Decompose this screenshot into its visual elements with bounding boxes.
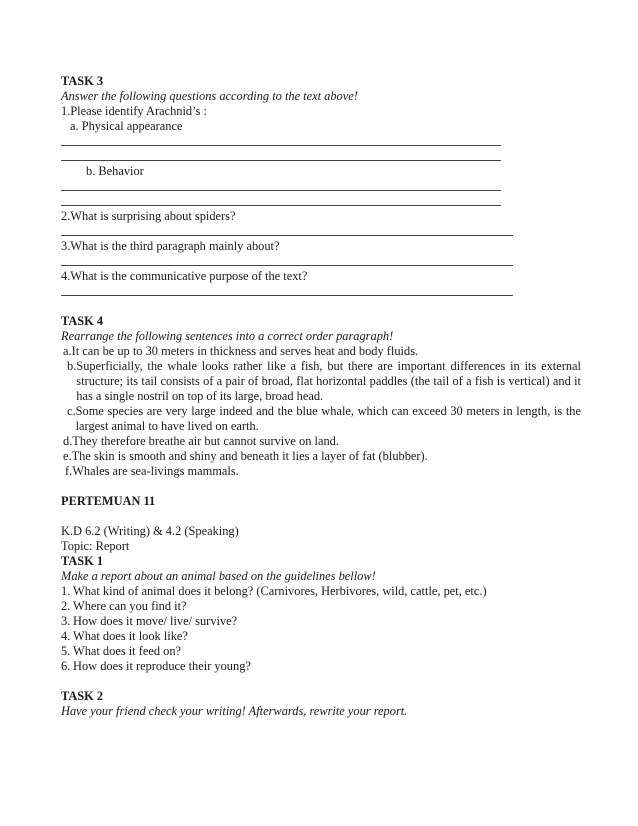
item-label: d. — [63, 434, 73, 448]
list-item — [61, 659, 581, 674]
item-text: What does it look like? — [73, 629, 188, 643]
question-1: 1.Please identify Arachnid’s : — [61, 104, 207, 118]
task4-section — [61, 314, 581, 479]
answer-line — [61, 254, 513, 269]
task2-title: TASK 2 — [61, 689, 104, 703]
question-1b: b. Behavior — [86, 164, 144, 178]
item-label: f. — [65, 464, 73, 478]
item-label: b. — [67, 359, 77, 373]
document-page — [61, 74, 581, 719]
question-3: 3.What is the third paragraph mainly about? — [61, 239, 280, 253]
item-text: The skin is smooth and shiny and beneath it lies a layer of fat (blubber). — [71, 449, 428, 463]
item-label: a. — [63, 344, 72, 358]
list-item — [61, 599, 581, 614]
list-item — [61, 584, 581, 599]
item-text: They therefore breathe air but cannot survive on land. — [72, 434, 339, 448]
list-item — [61, 629, 581, 644]
task1-instruction: Make a report about an animal based on the guidelines bellow! — [61, 569, 376, 583]
item-text: Where can you find it? — [73, 599, 187, 613]
item-text: How does it move/ live/ survive? — [73, 614, 238, 628]
item-label: e. — [63, 449, 72, 463]
question-1a: a. Physical appearance — [70, 119, 183, 133]
task4-instruction: Rearrange the following sentences into a correct order paragraph! — [61, 329, 394, 343]
task3-instruction: Answer the following questions according to the text above! — [61, 89, 358, 103]
item-number: 1. — [61, 584, 71, 598]
task3-title: TASK 3 — [61, 74, 104, 88]
list-item — [61, 359, 581, 404]
answer-line — [61, 134, 501, 149]
item-text: Whales are sea-livings mammals. — [72, 464, 239, 478]
question-2: 2.What is surprising about spiders? — [61, 209, 236, 223]
item-text: Superficially, the whale looks rather like a fish, but there are important differences in its external structure; its tail consists of a pair of broad, flat horizontal paddles (the tail of a fish is vertical) and it has a single nostril on top of its large, broad head. — [76, 359, 581, 403]
answer-line — [61, 284, 513, 299]
list-item — [61, 449, 581, 464]
answer-line — [61, 194, 501, 209]
question-4: 4.What is the communicative purpose of the text? — [61, 269, 308, 283]
item-number: 6. — [61, 659, 71, 673]
item-number: 5. — [61, 644, 71, 658]
answer-line — [61, 224, 513, 239]
task2-instruction: Have your friend check your writing! Afterwards, rewrite your report. — [61, 704, 408, 718]
list-item — [61, 434, 581, 449]
list-item — [61, 344, 581, 359]
pertemuan-title: PERTEMUAN 11 — [61, 494, 156, 508]
list-item — [61, 614, 581, 629]
answer-line — [61, 149, 501, 164]
topic-line: Topic: Report — [61, 539, 130, 553]
item-text: What kind of animal does it belong? (Carnivores, Herbivores, wild, cattle, pet, etc.) — [73, 584, 487, 598]
list-item — [61, 464, 581, 479]
item-text: It can be up to 30 meters in thickness and serves heat and body fluids. — [71, 344, 419, 358]
item-number: 4. — [61, 629, 71, 643]
task4-title: TASK 4 — [61, 314, 104, 328]
item-text: Some species are very large indeed and the blue whale, which can exceed 30 meters in length, is the largest animal to have lived on earth. — [75, 404, 581, 433]
list-item — [61, 644, 581, 659]
answer-line — [61, 179, 501, 194]
item-label: c. — [67, 404, 76, 418]
list-item — [61, 404, 581, 434]
kd-line: K.D 6.2 (Writing) & 4.2 (Speaking) — [61, 524, 239, 538]
item-number: 2. — [61, 599, 71, 613]
item-number: 3. — [61, 614, 71, 628]
item-text: How does it reproduce their young? — [73, 659, 251, 673]
task1-title: TASK 1 — [61, 554, 104, 568]
item-text: What does it feed on? — [73, 644, 182, 658]
